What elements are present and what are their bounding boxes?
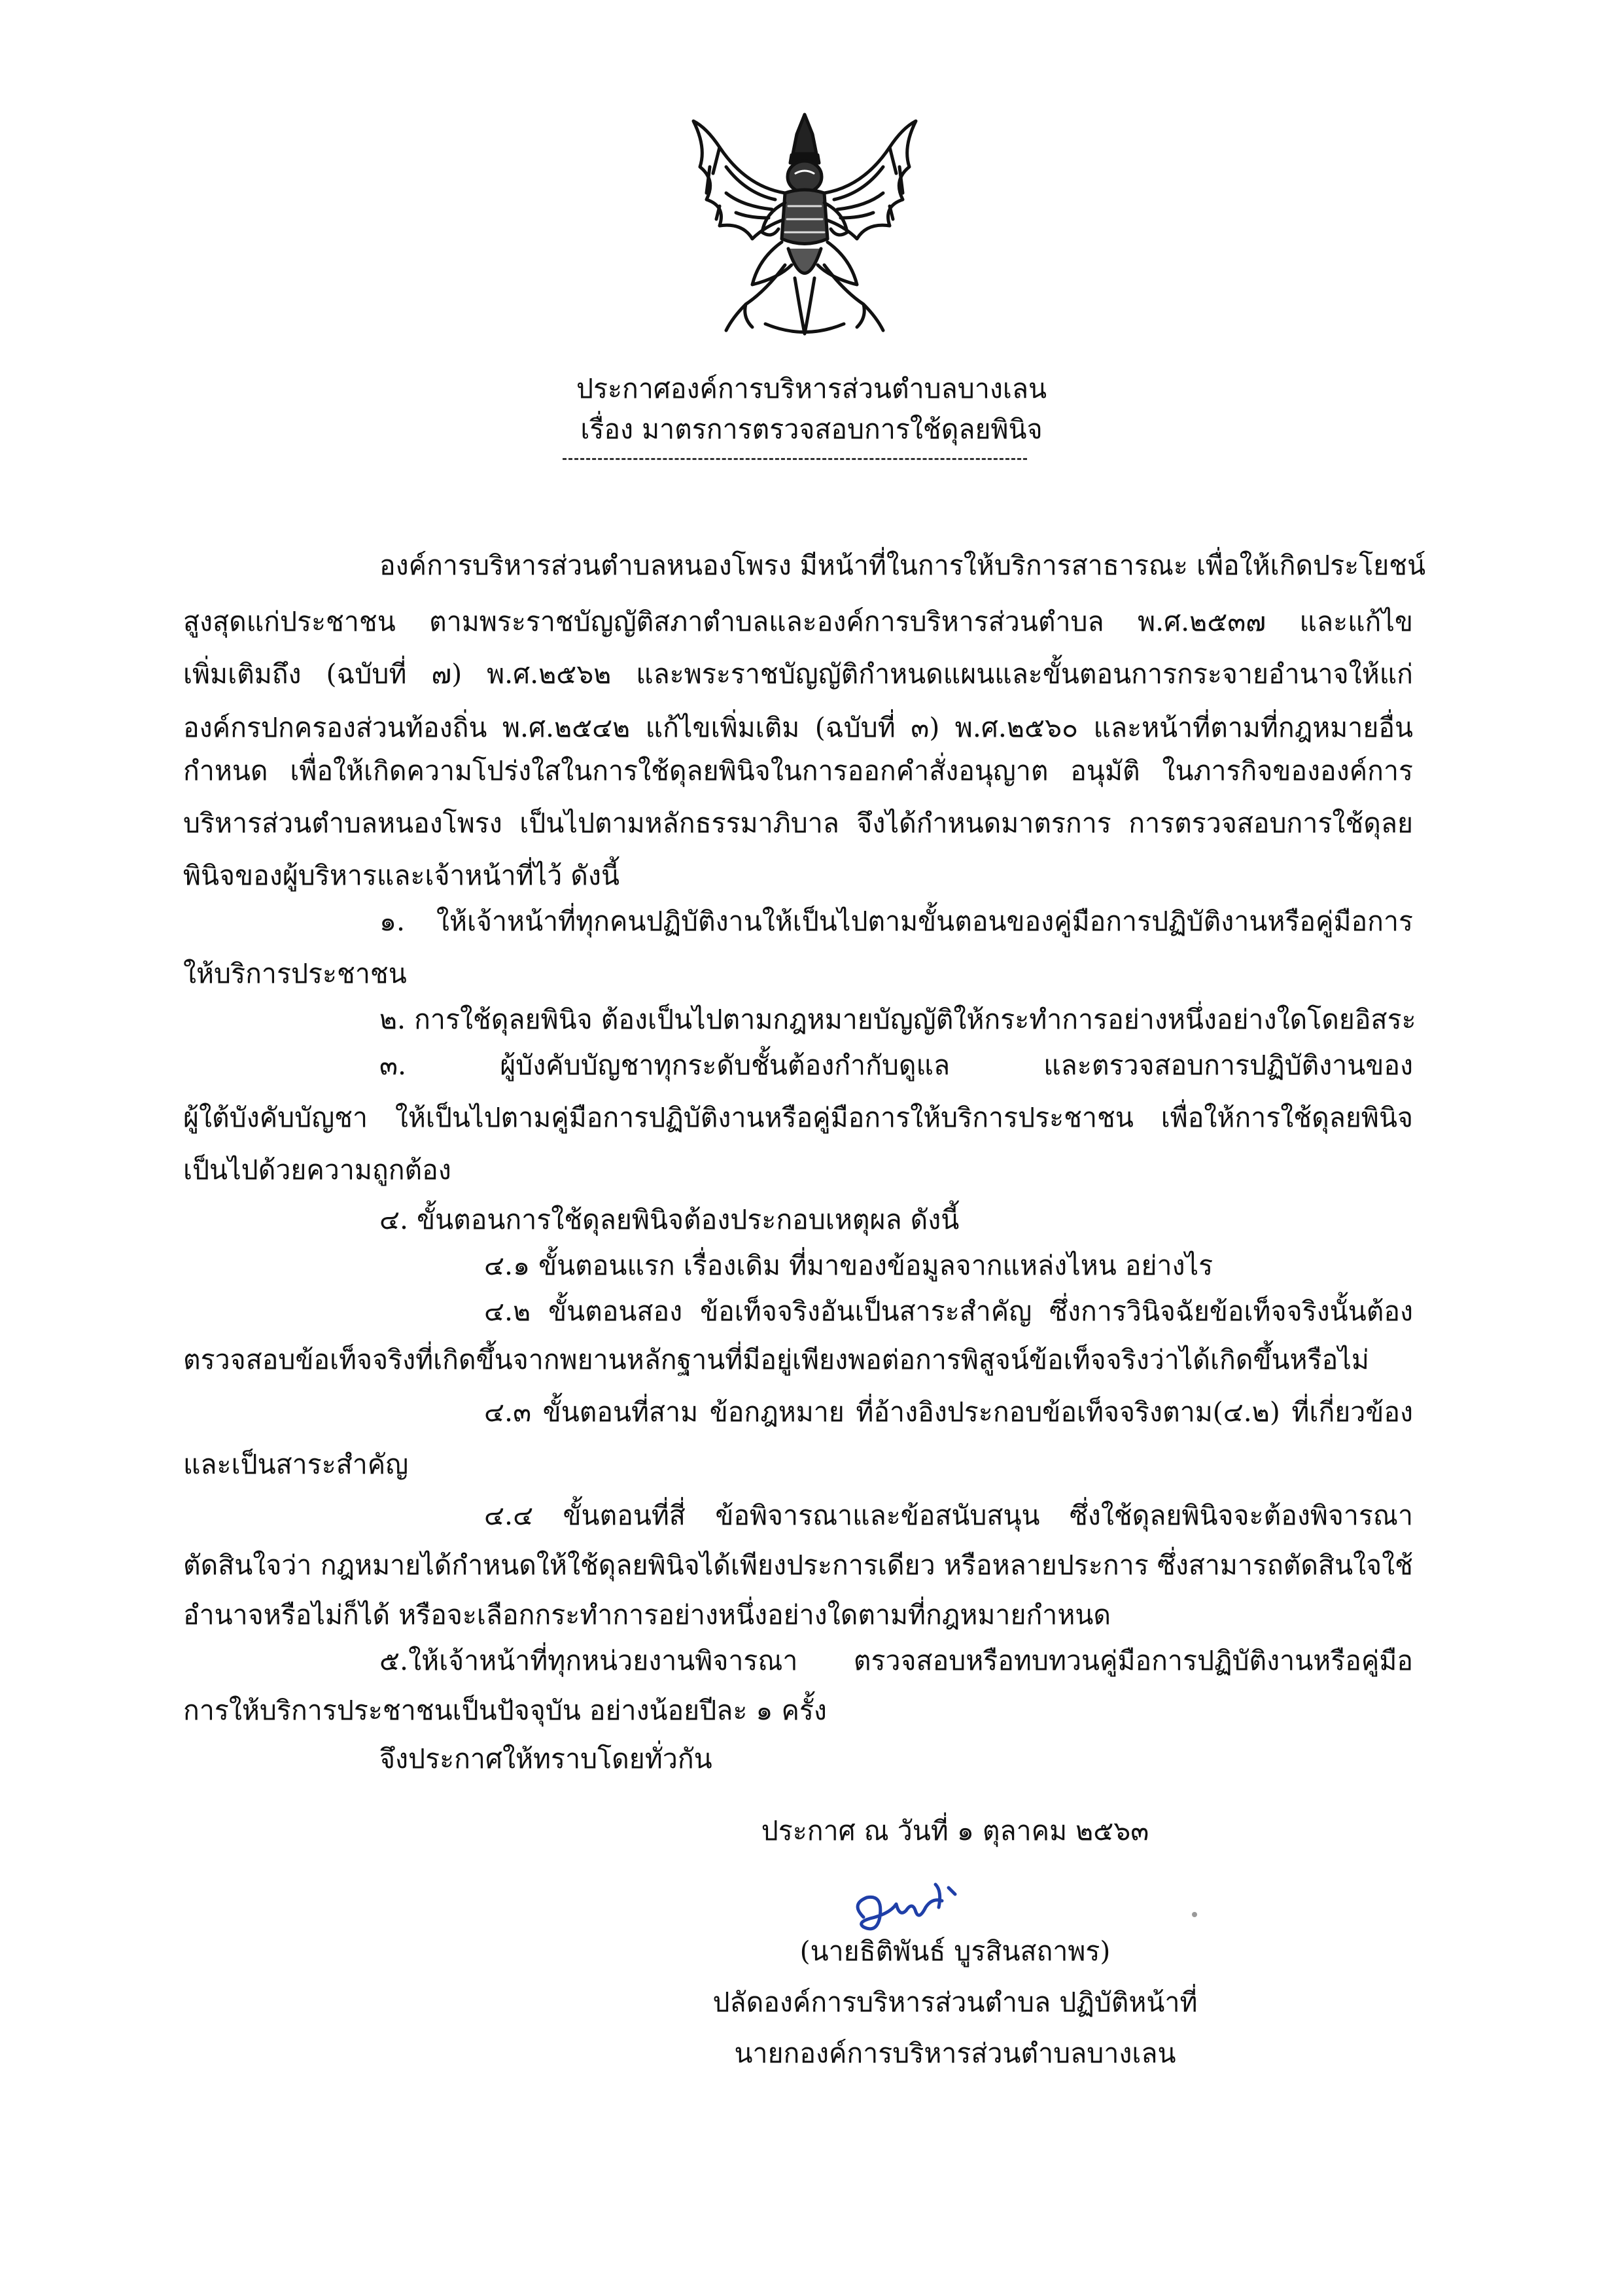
garuda-emblem	[680, 108, 929, 344]
item-1-line: ให้บริการประชาชน	[183, 958, 407, 989]
item-1-line: ๑. ให้เจ้าหน้าที่ทุกคนปฏิบัติงานให้เป็นไปตามขั้นตอนของคู่มือการปฏิบัติงานหรือคู่มือการ	[379, 906, 1413, 937]
item-3-line: ผู้ใต้บังคับบัญชา ให้เป็นไปตามคู่มือการปฏิบัติงานหรือคู่มือการให้บริการประชาชน เพื่อให้การใช้ดุลยพินิจ	[183, 1102, 1413, 1133]
item-4-4-line: ตัดสินใจว่า กฎหมายได้กำหนดให้ใช้ดุลยพินิจได้เพียงประการเดียว หรือหลายประการ ซึ่งสามารถตัดสินใจใช้	[183, 1549, 1413, 1581]
header-separator-text	[563, 451, 1027, 452]
signer-acting-title: นายกองค์การบริหารส่วนตำบลบางเลน	[734, 2038, 1176, 2069]
item-5-line: การให้บริการประชาชนเป็นปัจจุบัน อย่างน้อยปีละ ๑ ครั้ง	[183, 1695, 827, 1726]
document-title: ประกาศองค์การบริหารส่วนตำบลบางเลน	[576, 373, 1047, 404]
closing-line: จึงประกาศให้ทราบโดยทั่วกัน	[379, 1743, 712, 1775]
paragraph-line: องค์การบริหารส่วนตำบลหนองโพรง มีหน้าที่ในการให้บริการสาธารณะ เพื่อให้เกิดประโยชน์	[379, 550, 1426, 581]
paragraph-line: พินิจของผู้บริหารและเจ้าหน้าที่ไว้ ดังนี้	[183, 860, 620, 891]
separator-line	[563, 458, 1027, 460]
item-4-line: ๔. ขั้นตอนการใช้ดุลยพินิจต้องประกอบเหตุผล ดังนี้	[379, 1204, 960, 1235]
item-2-line: ๒. การใช้ดุลยพินิจ ต้องเป็นไปตามกฎหมายบัญญัติให้กระทำการอย่างหนึ่งอย่างใดโดยอิสระ	[379, 1004, 1416, 1035]
paragraph-line: องค์กรปกครองส่วนท้องถิ่น พ.ศ.๒๕๔๒ แก้ไขเพิ่มเติม (ฉบับที่ ๓) พ.ศ.๒๕๖๐ และหน้าที่ตามที่กฎหมายอื่น	[183, 712, 1413, 743]
item-5-line: ๕.ให้เจ้าหน้าที่ทุกหน่วยงานพิจารณา ตรวจสอบหรือทบทวนคู่มือการปฏิบัติงานหรือคู่มือ	[379, 1645, 1413, 1676]
signer-position: ปลัดองค์การบริหารส่วนตำบล ปฏิบัติหน้าที่	[712, 1987, 1198, 2018]
document-subject: เรื่อง มาตรการตรวจสอบการใช้ดุลยพินิจ	[580, 414, 1043, 445]
item-4-4-line: อำนาจหรือไม่ก็ได้ หรือจะเลือกกระทำการอย่างหนึ่งอย่างใดตามที่กฎหมายกำหนด	[183, 1599, 1111, 1631]
paragraph-line: สูงสุดแก่ประชาชน ตามพระราชบัญญัติสภาตำบลและองค์การบริหารส่วนตำบล พ.ศ.๒๕๓๗ และแก้ไข	[183, 606, 1413, 637]
item-4-2-line: ตรวจสอบข้อเท็จจริงที่เกิดขึ้นจากพยานหลักฐานที่มีอยู่เพียงพอต่อการพิสูจน์ข้อเท็จจริงว่าได้เกิดขึ้นหรือไม่	[183, 1344, 1369, 1375]
item-3-line: เป็นไปด้วยความถูกต้อง	[183, 1154, 451, 1186]
paragraph-line: บริหารส่วนตำบลหนองโพรง เป็นไปตามหลักธรรมาภิบาล จึงได้กำหนดมาตรการ การตรวจสอบการใช้ดุลย	[183, 807, 1413, 839]
item-4-1-line: ๔.๑ ขั้นตอนแรก เรื่องเดิม ที่มาของข้อมูลจากแหล่งไหน อย่างไร	[484, 1250, 1213, 1281]
item-4-3-line: และเป็นสาระสำคัญ	[183, 1449, 409, 1480]
item-4-2-line: ๔.๒ ขั้นตอนสอง ข้อเท็จจริงอันเป็นสาระสำคัญ ซึ่งการวินิจฉัยข้อเท็จจริงนั้นต้อง	[484, 1296, 1413, 1327]
signer-name: (นายธิติพันธ์ บูรสินสถาพร)	[799, 1935, 1111, 1967]
item-3-line: ๓. ผู้บังคับบัญชาทุกระดับชั้นต้องกำกับดูแล และตรวจสอบการปฏิบัติงานของ	[379, 1050, 1413, 1081]
paragraph-line: กำหนด เพื่อให้เกิดความโปร่งใสในการใช้ดุลยพินิจในการออกคำสั่งอนุญาต อนุมัติ ในภารกิจขององค์การ	[183, 755, 1413, 786]
item-4-3-line: ๔.๓ ขั้นตอนที่สาม ข้อกฎหมาย ที่อ้างอิงประกอบข้อเท็จจริงตาม(๔.๒) ที่เกี่ยวข้อง	[484, 1396, 1413, 1428]
scan-speck	[1192, 1912, 1197, 1917]
announcement-date: ประกาศ ณ วันที่ ๑ ตุลาคม ๒๕๖๓	[761, 1815, 1149, 1846]
item-4-4-line: ๔.๔ ขั้นตอนที่สี่ ข้อพิจารณาและข้อสนับสนุน ซึ่งใช้ดุลยพินิจจะต้องพิจารณา	[484, 1500, 1413, 1531]
paragraph-line: เพิ่มเติมถึง (ฉบับที่ ๗) พ.ศ.๒๕๖๒ และพระราชบัญญัติกำหนดแผนและขั้นตอนการกระจายอำนาจให้แก่	[183, 658, 1413, 690]
